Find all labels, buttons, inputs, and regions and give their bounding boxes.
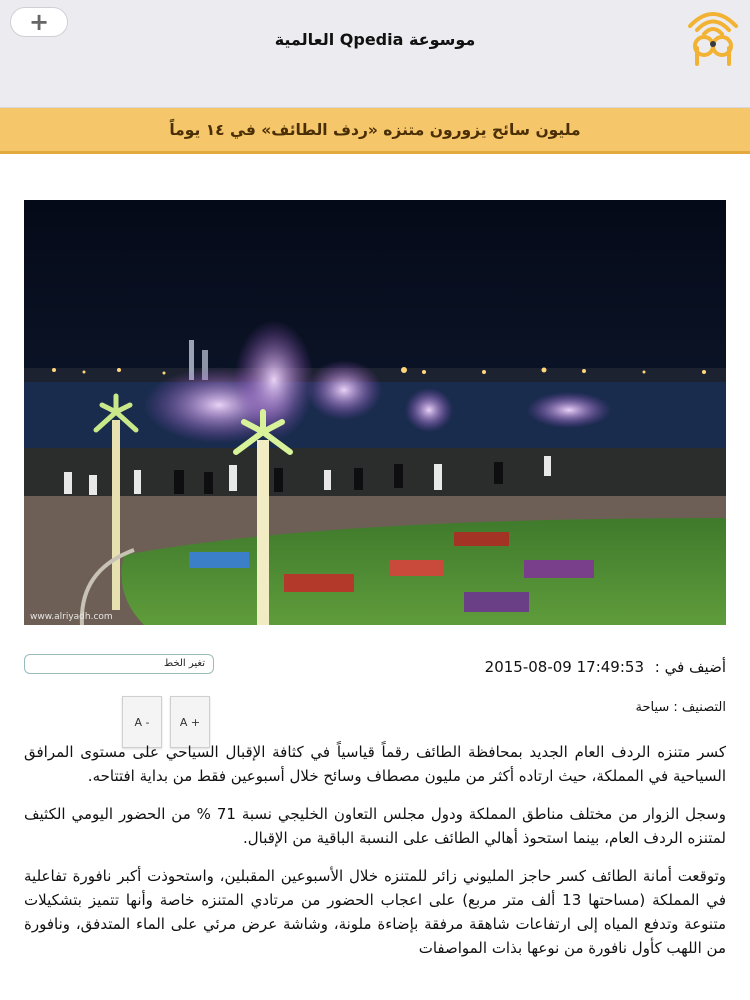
article-paragraph: كسر متنزه الردف العام الجديد بمحافظة الطائف رقماً قياسياً في كثافة الإقبال السياحي على مستوى المرافق السياحية في المملكة، حيث ارتاده أكثر من مليون مصطاف وسائح خلال أسبوعين فقط من بداية افتتاحه. <box>24 743 726 785</box>
headline-bar <box>0 108 750 154</box>
font-change-field[interactable]: تغير الخط <box>24 654 214 674</box>
photo-watermark: www.alriyadh.com <box>30 612 113 622</box>
qpedia-logo-icon[interactable] <box>680 4 746 66</box>
article-headline: مليون سائح يزورون متنزه «ردف الطائف» في ١٤ يوماً <box>169 120 581 139</box>
article-paragraph: وسجل الزوار من مختلف مناطق المملكة ودول مجلس التعاون الخليجي نسبة 71 % من الحضور اليومي الكثيف لمتنزه الردف العام، بينما استحوذ أهالي الطائف على النسبة الباقية من الإقبال. <box>24 805 726 847</box>
add-button[interactable] <box>10 7 68 37</box>
plus-icon: + <box>28 8 50 36</box>
app-header <box>0 0 750 108</box>
site-title: موسوعة Qpedia العالمية <box>274 30 476 49</box>
font-increase-button[interactable]: A + <box>170 696 210 748</box>
category-line: التصنيف : سياحة <box>635 700 726 715</box>
date-line <box>485 658 726 676</box>
article-photo <box>24 200 726 625</box>
article-paragraph: وتوقعت أمانة الطائف كسر حاجز المليوني زائر للمتنزه خلال الأسبوعين المقبلين، واستحوذت أكبر نافورة تفاعلية في المملكة (مساحتها 13 ألف متر مربع) على اعجاب الحضور من مرتادي المتنزه خاصة وأنها تتميز بتشكيلات متنوعة وتدفع المياه إلى ارتفاعات شاهقة مرفقة بإضاءة ملونة، وشاشة عرض مرئي على الماء المتدفق، ونافورة من اللهب كأول نافورة من نوعها بذات المواصفات <box>24 867 726 957</box>
font-decrease-button[interactable]: A - <box>122 696 162 748</box>
article-body <box>24 740 726 974</box>
date-label: أضيف في : <box>654 658 726 676</box>
date-value: 2015-08-09 17:49:53 <box>484 658 644 676</box>
